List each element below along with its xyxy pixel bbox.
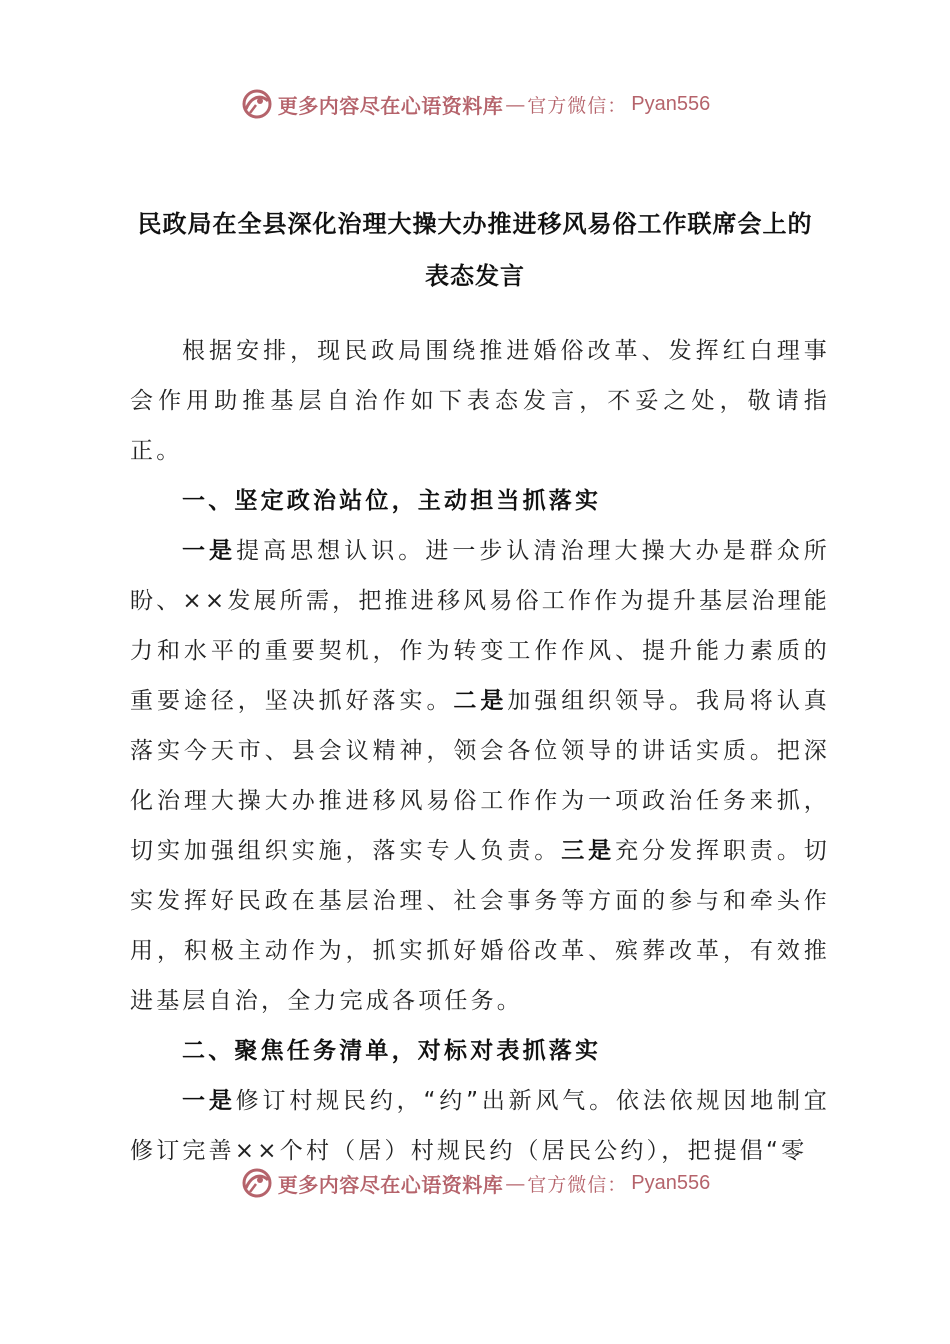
section2-paragraph <box>130 1076 830 1176</box>
section1-heading: 一、坚定政治站位，主动担当抓落实 <box>182 488 602 514</box>
section1-paragraph <box>130 526 830 1026</box>
document-title-line2: 表态发言 <box>425 262 525 290</box>
point-lead: 一是 <box>182 538 237 564</box>
banner-label: 官方微信： <box>527 94 628 117</box>
section2-heading: 二、聚焦任务清单，对标对表抓落实 <box>182 1038 602 1064</box>
footer-banner <box>0 1163 950 1203</box>
banner-brand: 更多内容尽在心语资料库 <box>277 93 504 118</box>
point-text: 修订村规民约，“约”出新风气。依法依规因地制宜修订完善××个村（居）村规民约（居民公约），把提倡“零 <box>130 1088 830 1164</box>
brand-logo-icon <box>240 87 274 121</box>
point-text: 充分发挥职责。切实发挥好民政在基层治理、社会事务等方面的参与和牵头作用，积极主动作为，抓实抓好婚俗改革、殡葬改革，有效推进基层自治，全力完成各项任务。 <box>130 838 830 1014</box>
banner-dash: — <box>505 1171 526 1195</box>
brand-logo-icon <box>240 1166 274 1200</box>
point-text: 加强组织领导。我局将认真落实今天市、县会议精神，领会各位领导的讲话实质。把深化治理大操大办推进移风易俗工作作为一项政治任务来抓，切实加强组织实施，落实专人负责。 <box>130 688 830 864</box>
point-text: 提高思想认识。进一步认清治理大操大办是群众所盼、××发展所需，把推进移风易俗工作作为提升基层治理能力和水平的重要契机，作为转变工作作风、提升能力素质的重要途径，坚决抓好落实。 <box>130 538 830 714</box>
document-body <box>130 326 830 1176</box>
point-lead: 三是 <box>561 838 616 864</box>
document-title-line1: 民政局在全县深化治理大操大办推进移风易俗工作联席会上的 <box>137 210 813 238</box>
banner-dash: — <box>505 92 526 116</box>
banner-brand: 更多内容尽在心语资料库 <box>277 1172 504 1197</box>
point-lead: 二是 <box>453 688 508 714</box>
intro-paragraph: 根据安排，现民政局围绕推进婚俗改革、发挥红白理事会作用助推基层自治作如下表态发言，不妥之处，敬请指正。 <box>130 338 830 464</box>
header-banner <box>0 84 950 124</box>
banner-wechat-id: Pyan556 <box>631 92 711 115</box>
point-lead: 一是 <box>182 1088 236 1114</box>
banner-label: 官方微信： <box>527 1173 628 1196</box>
banner-wechat-id: Pyan556 <box>631 1171 711 1194</box>
